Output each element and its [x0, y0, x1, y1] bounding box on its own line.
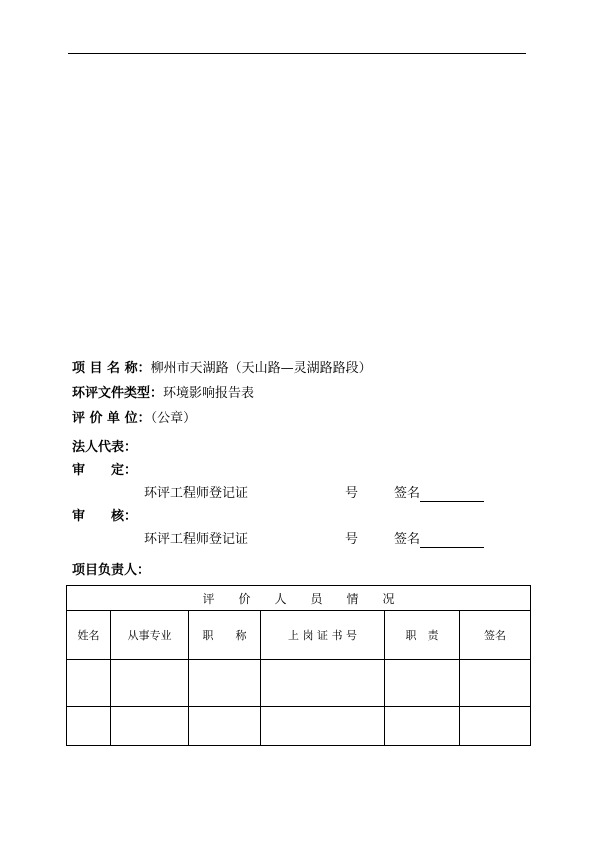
- table-cell: [385, 707, 460, 746]
- table-header-row: [67, 611, 531, 660]
- org-value: （公章）: [150, 411, 197, 426]
- table-caption-row: [67, 586, 531, 611]
- org-field: [72, 411, 196, 427]
- table-cell: [67, 707, 111, 746]
- leader-field: [72, 563, 150, 579]
- table-caption: 评 价 人 员 情 况: [67, 586, 531, 611]
- approve-field: [72, 509, 137, 525]
- legal-rep-label: 法人代表：: [72, 440, 138, 455]
- table-cell: [189, 707, 261, 746]
- table-cell: [261, 660, 385, 707]
- header-rule: [68, 53, 526, 54]
- evaluation-staff-table: [66, 585, 531, 746]
- table-cell: [111, 660, 189, 707]
- legal-rep-field: [72, 440, 137, 456]
- table-cell: [67, 660, 111, 707]
- table-row: [67, 707, 531, 746]
- review-sign-field: [394, 486, 484, 502]
- header-specialty: 从事专业: [111, 611, 189, 660]
- table-cell: [385, 660, 460, 707]
- leader-label: 项目负责人：: [72, 563, 151, 578]
- doc-type-label: 环评文件类型：: [72, 386, 164, 401]
- table-row: [67, 660, 531, 707]
- table-cell: [261, 707, 385, 746]
- approve-sign-field: [394, 532, 484, 548]
- table-cell: [460, 660, 531, 707]
- table-cell: [189, 660, 261, 707]
- header-title: 职 称: [189, 611, 261, 660]
- project-name-label: 项 目 名 称：: [72, 361, 151, 376]
- approve-sign-line: [420, 533, 484, 548]
- review-label: 审 定：: [72, 463, 138, 478]
- header-duty: 职 责: [385, 611, 460, 660]
- project-name-field: [72, 361, 372, 377]
- table-cell: [460, 707, 531, 746]
- approve-no-text: 号: [345, 532, 359, 547]
- doc-type-value: 环境影响报告表: [163, 386, 255, 401]
- approve-sign-label: 签名: [394, 532, 421, 547]
- header-signature: 签名: [460, 611, 531, 660]
- review-field: [72, 463, 137, 479]
- doc-type-field: [72, 386, 254, 402]
- approve-cert-text: 环评工程师登记证: [144, 532, 249, 547]
- approve-label: 审 核：: [72, 509, 138, 524]
- review-sign-line: [420, 487, 484, 502]
- table-cell: [111, 707, 189, 746]
- header-name: 姓名: [67, 611, 111, 660]
- review-no-text: 号: [345, 486, 359, 501]
- header-cert-no: 上 岗 证 书 号: [261, 611, 385, 660]
- project-name-value: 柳州市天湖路（天山路—灵湖路路段）: [150, 361, 372, 376]
- review-sign-label: 签名: [394, 486, 421, 501]
- review-cert-text: 环评工程师登记证: [144, 486, 249, 501]
- org-label: 评 价 单 位：: [72, 411, 151, 426]
